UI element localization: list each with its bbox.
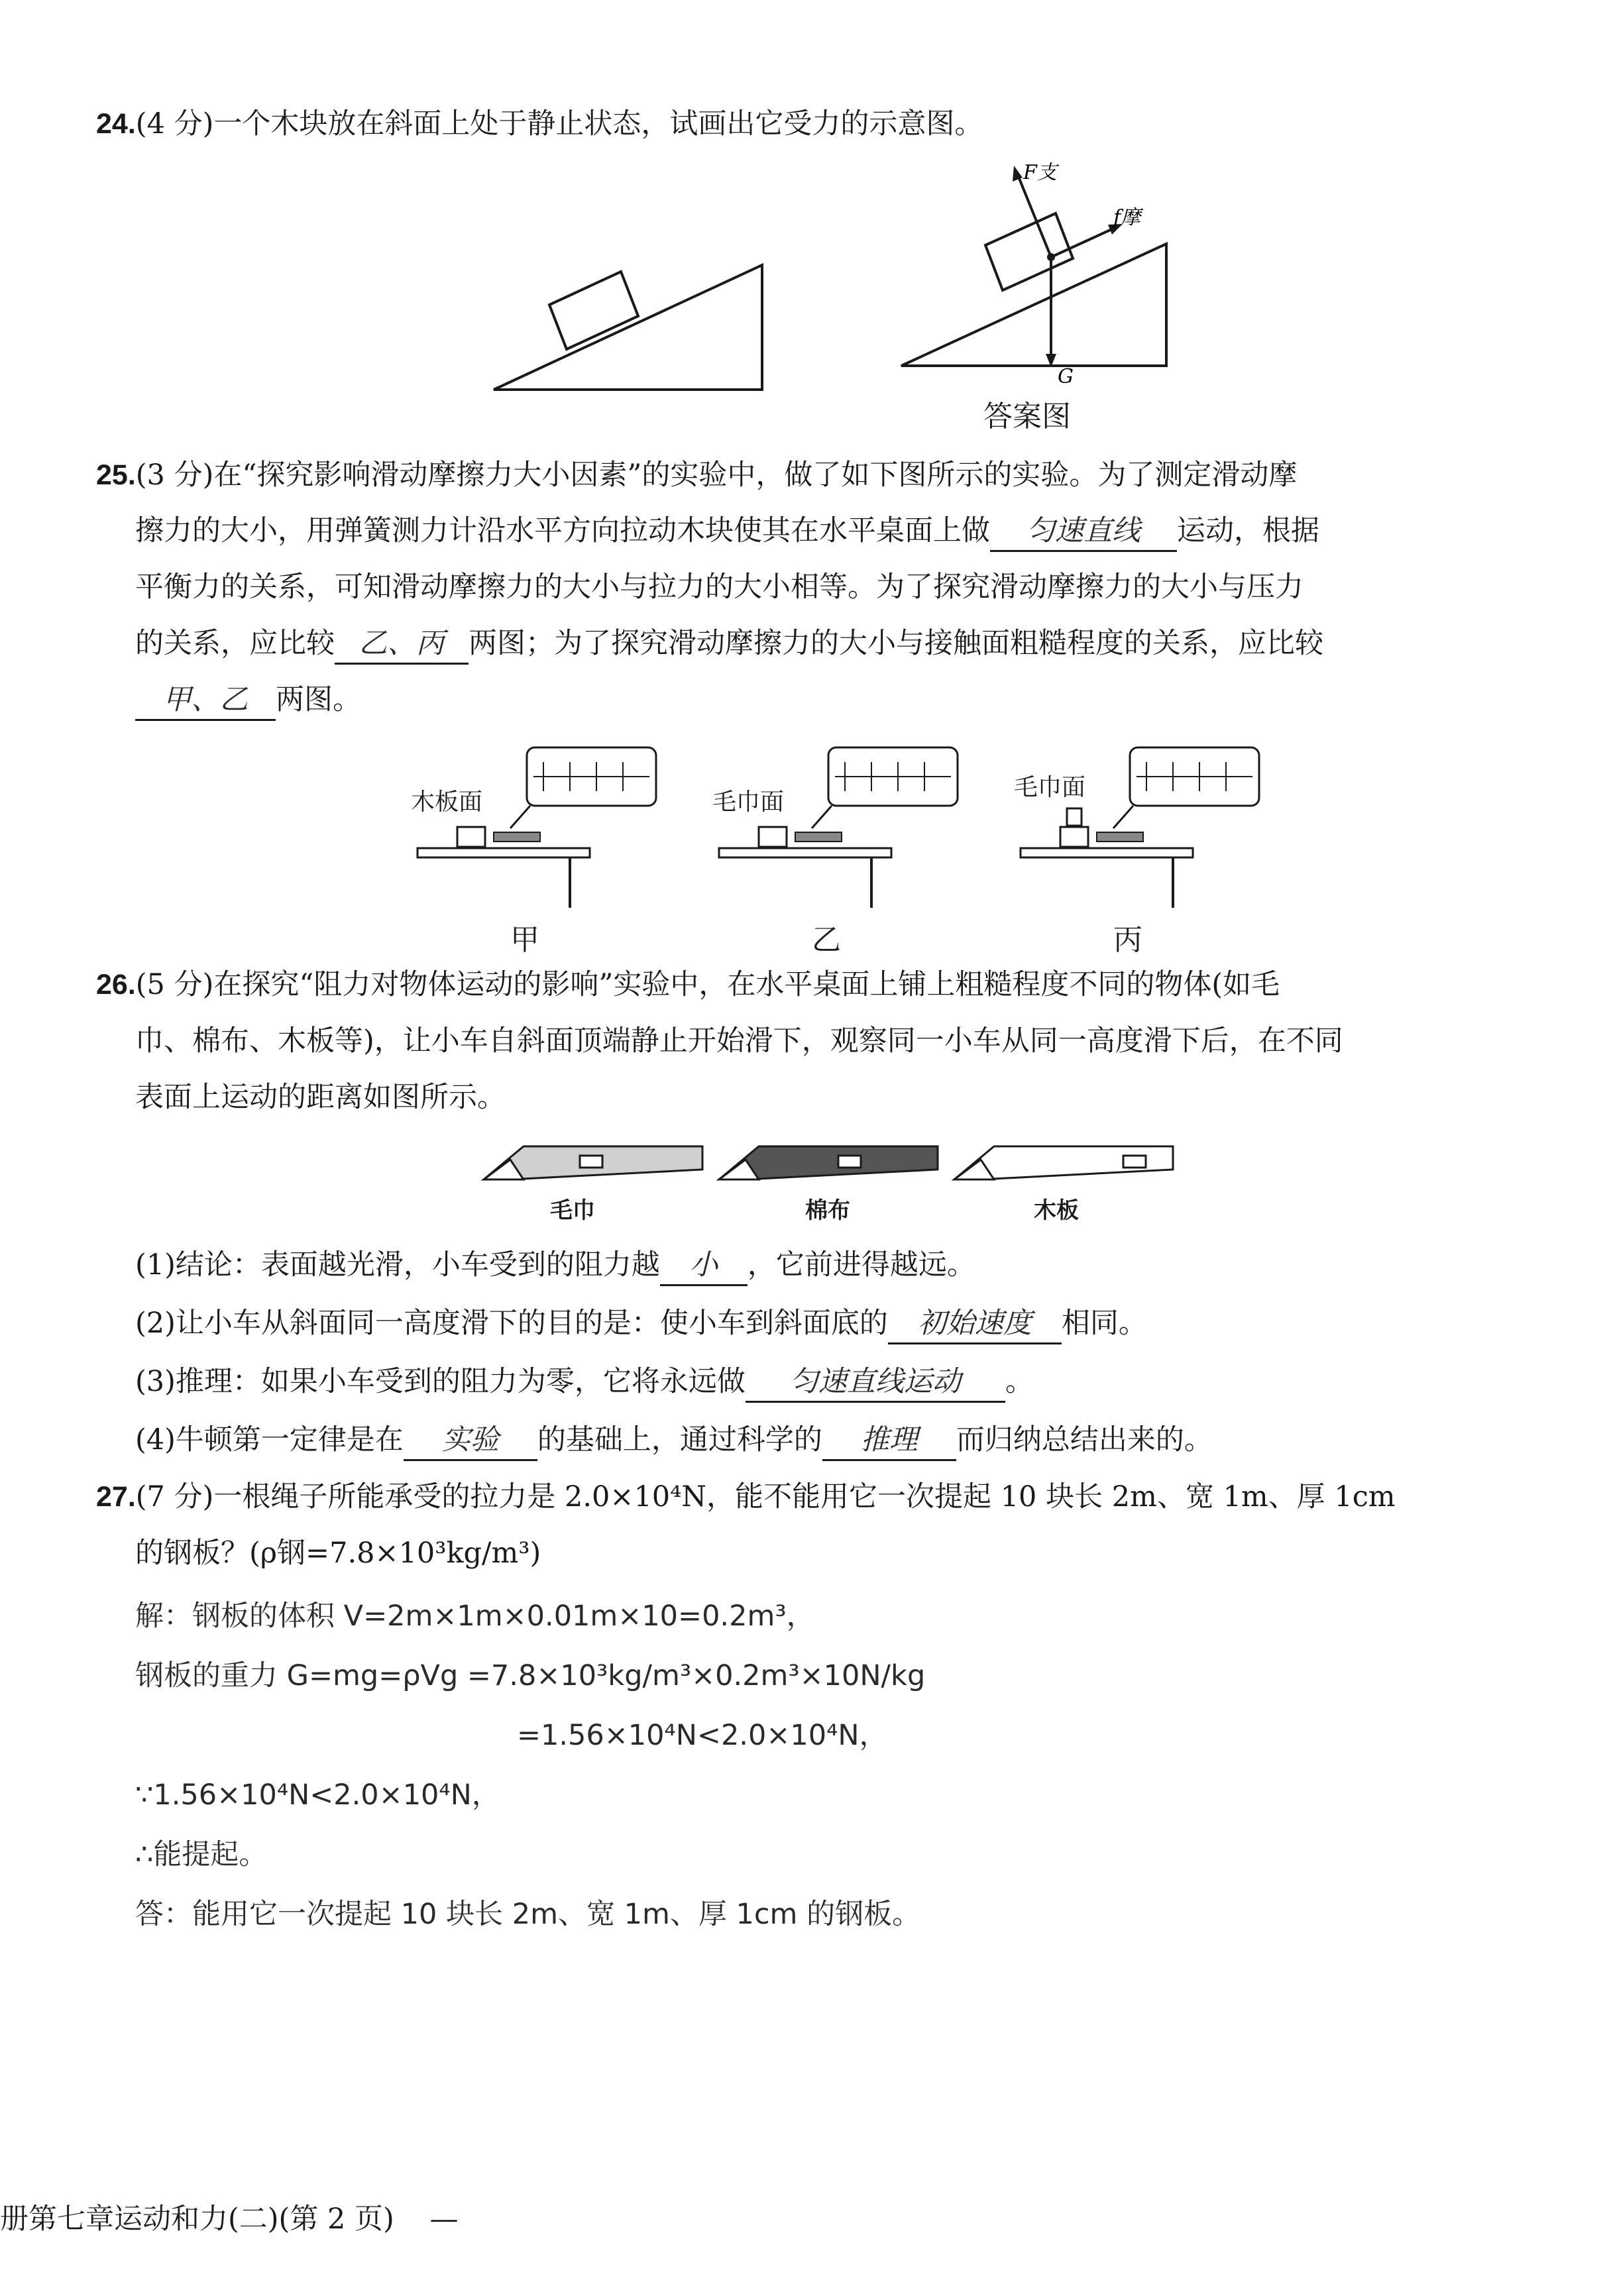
question-number: 27. <box>96 1481 136 1513</box>
spring-scale-setup <box>1014 742 1266 914</box>
solution-line-4: ∵1.56×10⁴N<2.0×10⁴N， <box>135 1778 500 1812</box>
solution-line-2: 钢板的重力 G=mg=ρVg =7.8×10³kg/m³×0.2m³×10N/kg <box>135 1659 926 1692</box>
ramp-towel <box>484 1133 716 1232</box>
table-top <box>1021 848 1193 857</box>
surface-label: 毛巾面 <box>1014 774 1086 801</box>
text-segment: 。 <box>1005 1365 1034 1398</box>
pointer-line <box>1113 806 1133 828</box>
ramp-wood <box>954 1133 1186 1232</box>
q24-figure-question <box>494 245 799 391</box>
answer-blank: 实验 <box>404 1421 537 1461</box>
solution-line-1: 解：钢板的体积 V=2m×1m×0.01m×10=0.2m³， <box>135 1600 815 1633</box>
figure-caption: 丙 <box>1113 923 1142 957</box>
q26-part3 <box>135 1362 1034 1403</box>
support-force-arrow <box>1017 174 1051 257</box>
text-segment: 运动，根据 <box>1177 514 1319 547</box>
surface-label: 木板 <box>1034 1197 1079 1224</box>
spring-scale <box>1097 832 1143 842</box>
q26-part2 <box>135 1304 1147 1344</box>
ramp-cotton <box>719 1133 951 1232</box>
q25-figure-jia <box>411 742 663 961</box>
text-segment: (2)让小车从斜面同一高度滑下的目的是：使小车到斜面底的 <box>135 1307 888 1340</box>
question-text: (7 分)一根绳子所能承受的拉力是 2.0×10⁴N，能不能用它一次提起 10 块长 2m、宽 1m、厚 1cm <box>135 1480 1396 1513</box>
wood-block <box>1060 827 1088 847</box>
q25-figure-yi <box>712 742 964 961</box>
figure-caption: 乙 <box>812 923 841 957</box>
surface-label: 毛巾面 <box>712 789 785 816</box>
q25-line4 <box>135 624 1323 665</box>
ramp-drawing <box>719 1133 951 1193</box>
figure-caption: 甲 <box>510 923 539 957</box>
incline-triangle <box>901 244 1166 366</box>
text-segment: (3)推理：如果小车受到的阻力为零，它将永远做 <box>135 1365 746 1398</box>
answer-blank: 推理 <box>822 1421 956 1461</box>
q27-line2: 的钢板？(ρ钢=7.8×10³kg/m³) <box>135 1537 541 1570</box>
answer-blank: 初始速度 <box>888 1304 1062 1344</box>
text-segment: 而归纳总结出来的。 <box>956 1423 1213 1456</box>
question-number: 25. <box>96 459 136 491</box>
cart <box>838 1156 861 1168</box>
text-segment: 两图；为了探究滑动摩擦力的大小与接触面粗糙程度的关系，应比较 <box>469 627 1323 660</box>
footer-dash: — <box>429 2203 459 2236</box>
answer-blank: 匀速直线运动 <box>746 1362 1005 1403</box>
spring-scale-setup <box>712 742 964 914</box>
surface-label: 棉布 <box>805 1197 850 1224</box>
question-text: (4 分)一个木块放在斜面上处于静止状态，试画出它受力的示意图。 <box>135 107 983 140</box>
q27-line1 <box>96 1478 1396 1516</box>
question-number: 24. <box>96 108 136 140</box>
text-segment: 相同。 <box>1061 1307 1147 1340</box>
cart <box>580 1156 602 1168</box>
text-segment: (1)结论：表面越光滑，小车受到的阻力越 <box>135 1248 660 1282</box>
friction-force-arrow <box>1051 228 1115 257</box>
solution-line-5: ∴能提起。 <box>135 1838 268 1871</box>
text-segment: 擦力的大小，用弹簧测力计沿水平方向拉动木块使其在水平桌面上做 <box>135 514 990 547</box>
footer-text: 册第七章运动和力(二)(第 2 页) <box>0 2203 394 2236</box>
friction-label: f摩 <box>1113 206 1141 229</box>
spring-scale <box>494 832 540 842</box>
table-top <box>417 848 590 857</box>
q26-line3: 表面上运动的距离如图所示。 <box>135 1081 506 1114</box>
cart <box>1123 1156 1146 1168</box>
text-segment: (4)牛顿第一定律是在 <box>135 1423 404 1456</box>
wood-block <box>549 272 638 349</box>
solution-line-3: =1.56×10⁴N<2.0×10⁴N， <box>517 1719 888 1752</box>
incline-triangle <box>494 265 762 390</box>
surface-label: 木板面 <box>411 789 483 816</box>
q26-part1 <box>135 1246 975 1286</box>
q25-figure-bing <box>1014 742 1266 961</box>
ramp-drawing <box>484 1133 716 1193</box>
surface-label: 毛巾 <box>550 1197 595 1224</box>
ramp-drawing <box>954 1133 1186 1193</box>
q25-line3: 平衡力的关系，可知滑动摩擦力的大小与拉力的大小相等。为了探究滑动摩擦力的大小与压力 <box>135 571 1304 604</box>
solution-answer: 答：能用它一次提起 10 块长 2m、宽 1m、厚 1cm 的钢板。 <box>135 1898 921 1931</box>
weight <box>1067 808 1082 826</box>
q24-line1 <box>96 105 983 143</box>
q26-line1 <box>96 965 1280 1004</box>
arrowhead <box>1013 166 1023 182</box>
support-force-label: F支 <box>1023 161 1057 184</box>
question-text: (5 分)在探究“阻力对物体运动的影响”实验中，在水平桌面上铺上粗糙程度不同的物体(如毛 <box>135 968 1280 1001</box>
question-number: 26. <box>96 969 136 1001</box>
page-footer <box>0 2200 458 2238</box>
question-text: (3 分)在“探究影响滑动摩擦力大小因素”的实验中，做了如下图所示的实验。为了测定滑动摩 <box>135 459 1298 492</box>
answer-blank-1: 匀速直线 <box>990 512 1177 552</box>
q25-line2 <box>135 512 1319 552</box>
pointer-line <box>510 806 530 828</box>
text-segment: 的关系，应比较 <box>135 627 335 660</box>
q26-part4 <box>135 1421 1213 1461</box>
q25-line1 <box>96 456 1297 494</box>
q26-line2: 巾、棉布、木板等)，让小车自斜面顶端静止开始滑下，观察同一小车从同一高度滑下后，在不同 <box>135 1024 1343 1058</box>
pointer-line <box>812 806 832 828</box>
wood-block <box>457 827 485 847</box>
spring-scale <box>795 832 842 842</box>
answer-blank-2: 乙、丙 <box>335 624 469 665</box>
q25-line5 <box>135 681 361 721</box>
table-top <box>719 848 891 857</box>
text-segment: 两图。 <box>276 683 361 716</box>
text-segment: ，它前进得越远。 <box>747 1248 975 1282</box>
answer-blank: 小 <box>660 1246 748 1286</box>
answer-figure-caption: 答案图 <box>983 400 1071 433</box>
gravity-label: G <box>1058 365 1074 388</box>
q24-figure-answer <box>901 159 1193 398</box>
text-segment: 的基础上，通过科学的 <box>537 1423 822 1456</box>
spring-scale-setup <box>411 742 663 914</box>
answer-blank-3: 甲、乙 <box>135 681 276 721</box>
wood-block <box>759 827 787 847</box>
